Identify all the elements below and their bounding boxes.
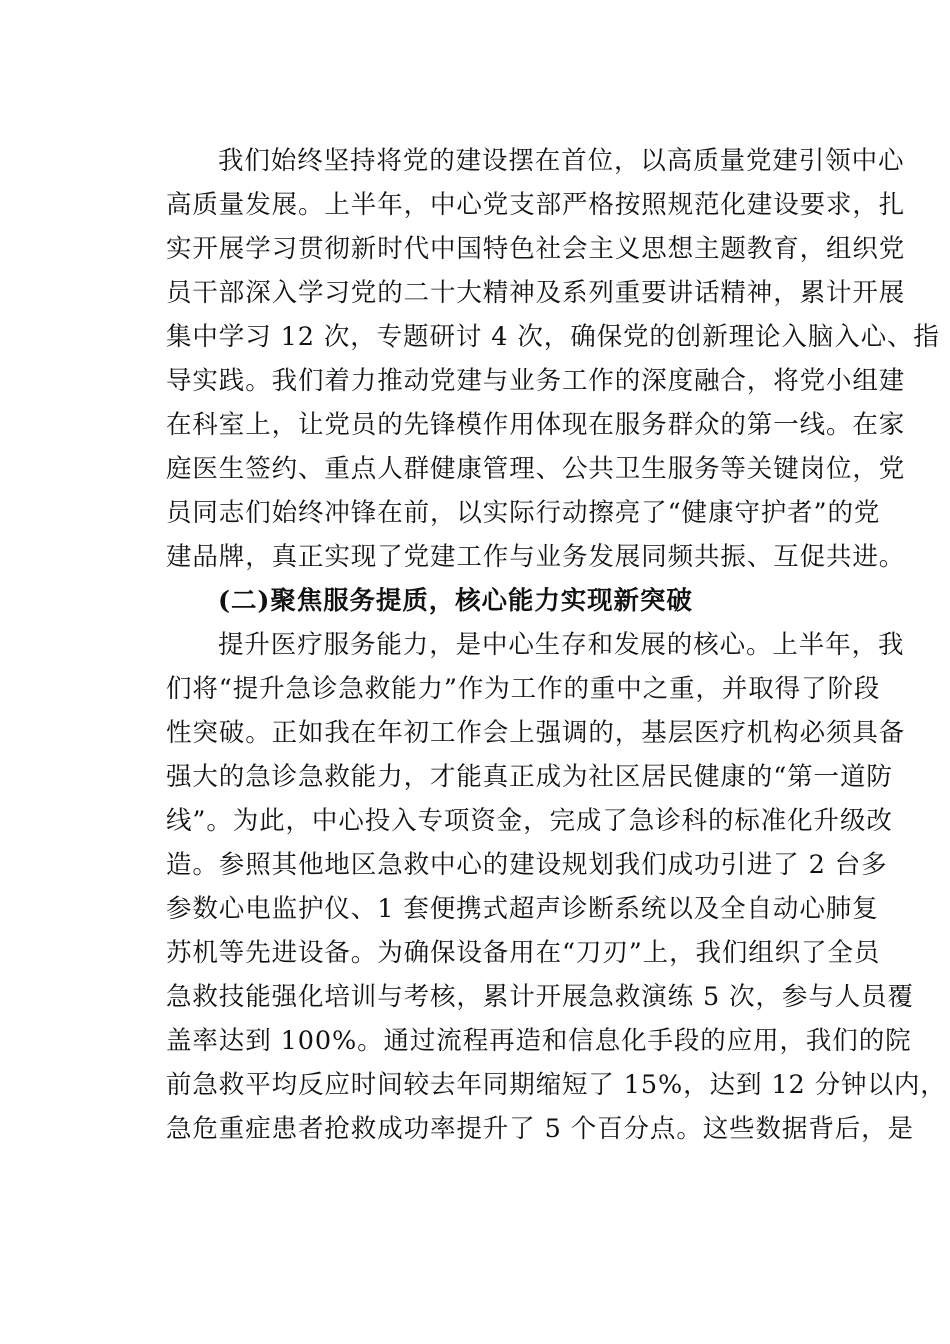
paragraph-1-line-5: 集中学习 12 次，专题研讨 4 次，确保党的创新理论入脑入心、指 [166, 322, 940, 352]
paragraph-2-line-12: 急危重症患者抢救成功率提升了 5 个百分点。这些数据背后，是 [166, 1114, 914, 1144]
paragraph-2-line-9: 急救技能强化培训与考核，累计开展急救演练 5 次，参与人员覆 [166, 982, 914, 1012]
paragraph-2-line-10: 盖率达到 100%。通过流程再造和信息化手段的应用，我们的院 [166, 1026, 912, 1056]
paragraph-2-line-6: 造。参照其他地区急救中心的建设规划我们成功引进了 2 台多 [166, 850, 888, 880]
paragraph-2-line-4: 强大的急诊急救能力，才能真正成为社区居民健康的“第一道防 [166, 762, 893, 792]
paragraph-2-line-5: 线”。为此，中心投入专项资金，完成了急诊科的标准化升级改 [166, 806, 893, 836]
paragraph-1-line-3: 实开展学习贯彻新时代中国特色社会主义思想主题教育，组织党 [166, 234, 906, 264]
paragraph-2-line-11: 前急救平均反应时间较去年同期缩短了 15%，达到 12 分钟以内， [166, 1070, 947, 1100]
paragraph-1-line-10: 建品牌，真正实现了党建工作与业务发展同频共振、互促共进。 [166, 542, 906, 572]
paragraph-1-line-8: 庭医生签约、重点人群健康管理、公共卫生服务等关键岗位，党 [166, 454, 906, 484]
paragraph-2-line-8: 苏机等先进设备。为确保设备用在“刀刃”上，我们组织了全员 [166, 938, 881, 968]
paragraph-1-line-7: 在科室上，让党员的先锋模作用体现在服务群众的第一线。在家 [166, 410, 906, 440]
paragraph-1-line-2: 高质量发展。上半年，中心党支部严格按照规范化建设要求，扎 [166, 190, 906, 220]
paragraph-2-line-2: 们将“提升急诊急救能力”作为工作的重中之重，并取得了阶段 [166, 674, 881, 704]
paragraph-2-line-3: 性突破。正如我在年初工作会上强调的，基层医疗机构必须具备 [166, 718, 906, 748]
body-text [166, 139, 947, 1151]
paragraph-1-line-4: 员干部深入学习党的二十大精神及系列重要讲话精神，累计开展 [166, 278, 906, 308]
section-heading: (二)聚焦服务提质，核心能力实现新突破 [218, 586, 693, 616]
paragraph-1-line-6: 导实践。我们着力推动党建与业务工作的深度融合，将党小组建 [166, 366, 906, 396]
paragraph-2-line-1: 提升医疗服务能力，是中心生存和发展的核心。上半年，我 [218, 630, 905, 660]
paragraph-1-line-1: 我们始终坚持将党的建设摆在首位，以高质量党建引领中心 [218, 146, 905, 176]
paragraph-1-line-9: 员同志们始终冲锋在前，以实际行动擦亮了“健康守护者”的党 [166, 498, 881, 528]
paragraph-2-line-7: 参数心电监护仪、1 套便携式超声诊断系统以及全自动心肺复 [166, 894, 879, 924]
